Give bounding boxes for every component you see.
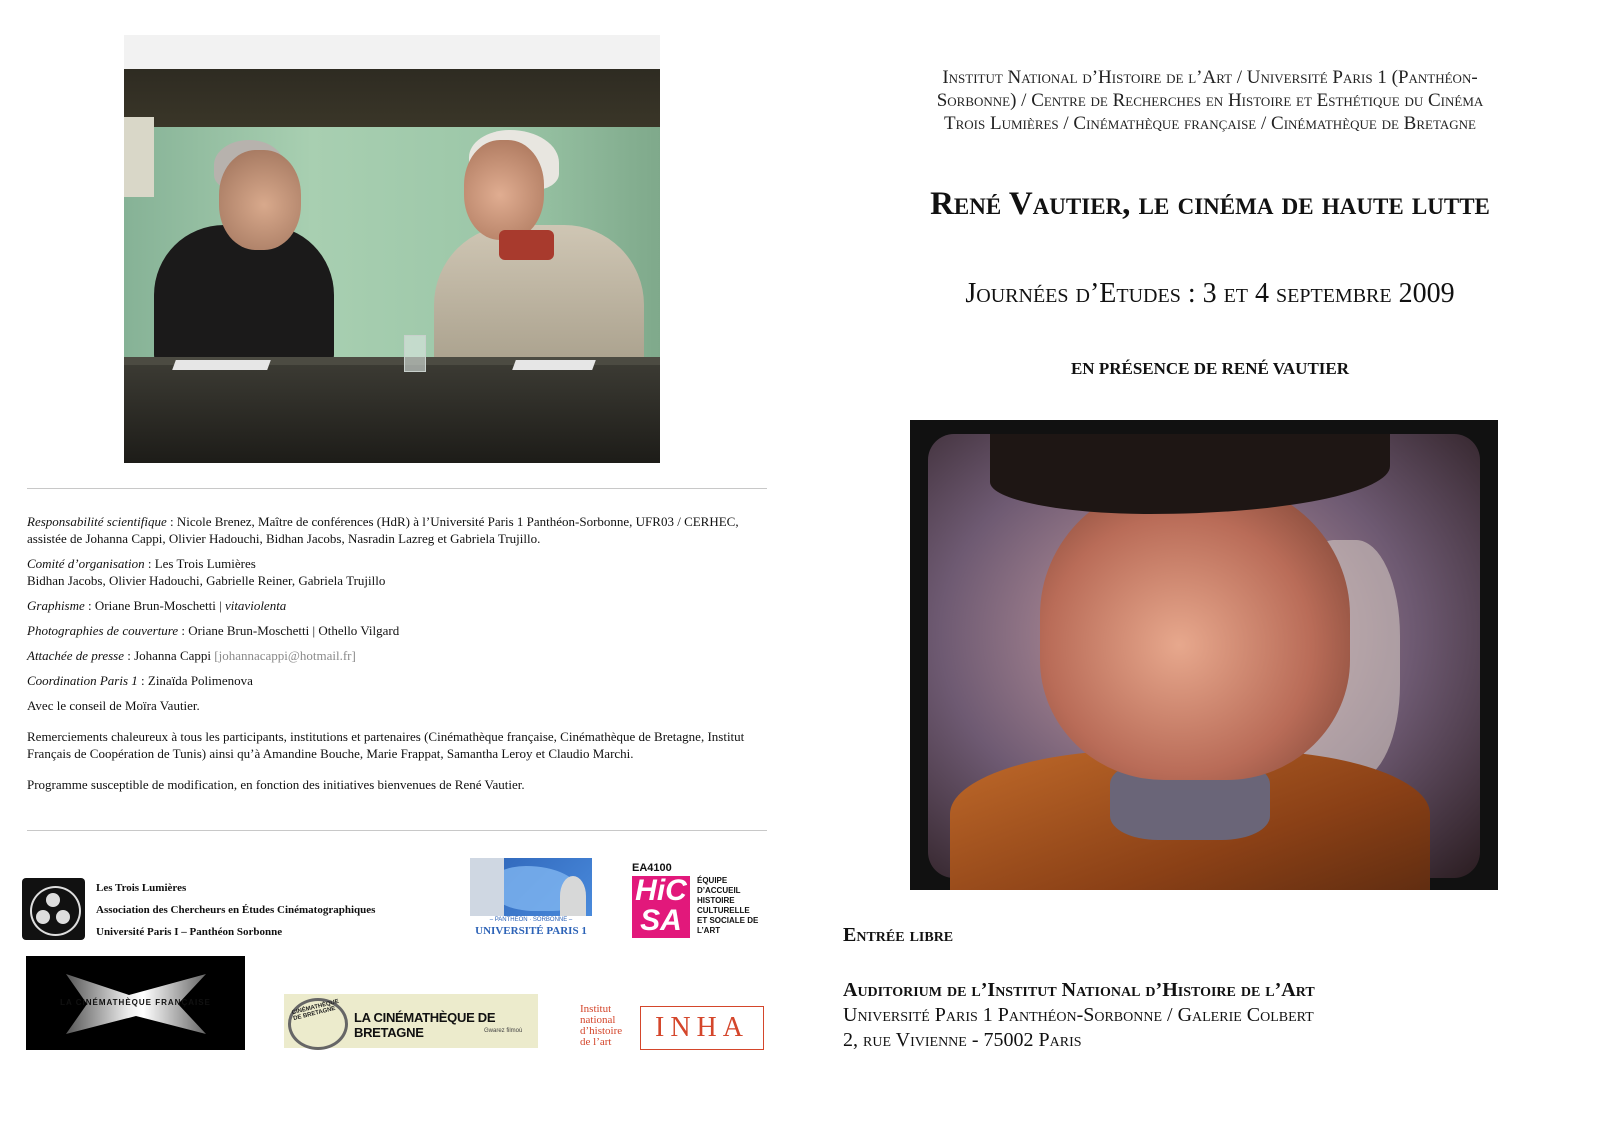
inha-logo: INHA xyxy=(640,1006,764,1050)
credit-photographies: Photographies de couverture : Oriane Brun-Moschetti | Othello Vilgard xyxy=(27,623,400,638)
presence-note: EN PRÉSENCE DE RENÉ VAUTIER xyxy=(1070,359,1350,378)
inha-institut-text: Institut national d’histoire de l’art xyxy=(580,1003,623,1048)
credit-programme: Programme susceptible de modification, en fonction des initiatives bienvenues de René Vautier. xyxy=(27,777,525,792)
divider-bottom xyxy=(27,830,767,831)
venue-address xyxy=(843,978,1315,1053)
venue-university: Université Paris 1 Panthéon-Sorbonne / Galerie Colbert xyxy=(843,1004,1314,1026)
institution-line: Institut National d’Histoire de l’Art / Université Paris 1 (Panthéon- xyxy=(942,67,1478,88)
assoc-line: Université Paris I – Panthéon Sorbonne xyxy=(96,926,283,938)
credits-block xyxy=(27,513,777,801)
venue-street: 2, rue Vivienne - 75002 Paris xyxy=(843,1029,1082,1051)
credit-responsabilite: Responsabilité scientifique : Nicole Brenez, Maître de conférences (HdR) à l’Université Paris 1 Panthéon-Sorbonne, UFR03 / CERHEC, assistée de Johanna Cappi, Olivier Hadouchi, Bidhan Jacobs, Nasradin Lazreg et Gabriela Trujillo. xyxy=(27,514,739,546)
trois-lumieres-logo-icon xyxy=(22,878,85,940)
assoc-line: Association des Chercheurs en Études Cinématographiques xyxy=(96,904,376,916)
association-text xyxy=(96,877,375,943)
entree-libre: Entrée libre xyxy=(843,924,954,946)
event-dates: Journées d’Etudes : 3 et 4 septembre 2009 xyxy=(965,278,1455,309)
institution-line: Sorbonne) / Centre de Recherches en Histoire et Esthétique du Cinéma xyxy=(936,90,1484,111)
press-email-link[interactable]: [johannacappi@hotmail.fr] xyxy=(214,648,356,663)
credit-conseil: Avec le conseil de Moïra Vautier. xyxy=(27,698,200,713)
venue-auditorium: Auditorium de l’Institut National d’Histoire de l’Art xyxy=(843,979,1315,1001)
page-title: René Vautier, le cinéma de haute lutte xyxy=(930,186,1490,222)
portrait-photo xyxy=(910,420,1498,890)
assoc-line: Les Trois Lumières xyxy=(96,882,187,894)
credit-remerciements: Remerciements chaleureux à tous les participants, institutions et partenaires (Cinémathèque française, Cinémathèque de Bretagne, Institut Français de Coopération de Tunis) ainsi qu’à Amandine Bouche, Marie Frappat, Samantha Leroy et Claudio Marchi. xyxy=(27,729,745,761)
cinematheque-bretagne-logo: CINÉMATHÈQUE DE BRETAGNE LA CINÉMATHÈQUE DE BRETAGNE Gwarez filmoù xyxy=(284,994,538,1048)
hicsa-logo: EA4100 HiC SA ÉQUIPE D’ACCUEIL HISTOIRE CULTURELLE ET SOCIALE DE L’ART xyxy=(632,862,759,937)
cinematheque-francaise-logo: LA CINÉMATHÈQUE FRANÇAISE xyxy=(26,956,245,1050)
credit-coordination: Coordination Paris 1 : Zinaïda Polimenova xyxy=(27,673,253,688)
institution-line: Trois Lumières / Cinémathèque française / Cinémathèque de Bretagne xyxy=(944,113,1476,134)
credit-presse: Attachée de presse : Johanna Cappi [johannacappi@hotmail.fr] xyxy=(27,648,356,663)
universite-paris1-logo: – PANTHÉON · SORBONNE – UNIVERSITÉ PARIS 1 xyxy=(470,858,592,938)
divider-top xyxy=(27,488,767,489)
institutions-header xyxy=(840,66,1580,135)
credit-graphisme: Graphisme : Oriane Brun-Moschetti | vitaviolenta xyxy=(27,598,287,613)
discussion-photo xyxy=(124,35,660,463)
credit-comite: Comité d’organisation : Les Trois Lumières Bidhan Jacobs, Olivier Hadouchi, Gabrielle Reiner, Gabriela Trujillo xyxy=(27,556,386,588)
